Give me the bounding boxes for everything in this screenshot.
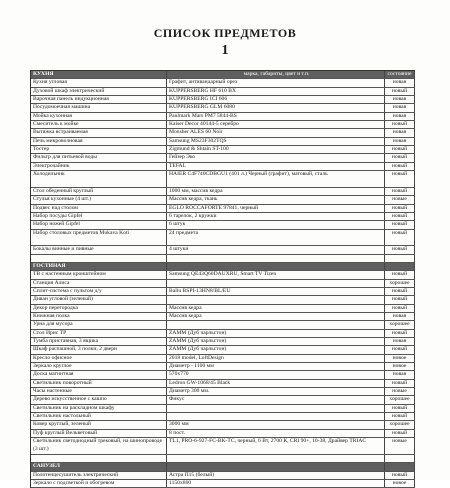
item-desc-cell: 24 предмета [167, 230, 385, 246]
table-row [31, 188, 415, 196]
table-row [31, 96, 415, 104]
item-desc-cell: 2018 model, LoftDesign [167, 355, 385, 362]
item-state-cell: новая [385, 113, 415, 120]
table-row [31, 213, 415, 221]
item-name-cell: Пуф круглый Вельветовый [31, 430, 167, 437]
item-state-cell: новый [385, 121, 415, 128]
table-row [31, 88, 415, 96]
item-name-cell: Набор ножей Gipfel [31, 221, 167, 228]
item-name-cell: Дерево искусственное с кашпо [31, 396, 167, 403]
table-row [31, 146, 415, 154]
item-name-cell: Стулья кухонные (4 шт.) [31, 196, 167, 203]
table-row [31, 280, 415, 288]
item-name-cell: Стол обеденный круглый [31, 188, 167, 195]
item-state-cell: новая [385, 96, 415, 103]
table-row [31, 79, 415, 87]
item-name-cell: Кресло офисное [31, 355, 167, 362]
table-row [31, 196, 415, 204]
item-desc-cell: Диаметр - 1100 мм [167, 363, 385, 370]
table-row [31, 355, 415, 363]
item-desc-cell: Массив кедра [167, 313, 385, 320]
item-desc-cell: марка, габариты, цвет и т.п. [167, 71, 385, 78]
item-name-cell: Зеркало круглое [31, 363, 167, 370]
table-row [31, 230, 415, 247]
item-state-cell: новый [385, 305, 415, 312]
item-name-cell: Светильник поворотный [31, 380, 167, 387]
item-name-cell [31, 255, 167, 262]
table-row [31, 396, 415, 404]
table-row [31, 321, 415, 329]
item-name-cell: ТВ с настенным кронштейном [31, 271, 167, 278]
item-name-cell: Тостер [31, 146, 167, 153]
table-row [31, 338, 415, 346]
item-name-cell: Смеситель к мойке [31, 121, 167, 128]
item-desc-cell: ZAMM (Дуб чарльстон) [167, 338, 385, 345]
item-state-cell: новый [385, 472, 415, 479]
item-desc-cell: TEFAL [167, 163, 385, 170]
item-name-cell: Урна для мусора [31, 321, 167, 328]
item-desc-cell: KUPPERSBERG HF 610 BX [167, 88, 385, 95]
item-desc-cell: Диаметр 300 мм. [167, 388, 385, 395]
item-desc-cell: 570х770 [167, 371, 385, 378]
item-state-cell: новая [385, 79, 415, 86]
table-row [31, 363, 415, 371]
item-name-cell: Диван угловой (зеленый) [31, 296, 167, 303]
table-row [31, 163, 415, 171]
item-name-cell: Духовой шкаф электрический [31, 88, 167, 95]
item-name-cell: Печь микроволновая [31, 138, 167, 145]
item-state-cell: хорошее [385, 280, 415, 287]
item-name-cell: Часы настенные [31, 388, 167, 395]
item-state-cell: новая [385, 313, 415, 320]
table-row [31, 205, 415, 213]
item-desc-cell [167, 296, 385, 303]
item-state-cell: новое [385, 355, 415, 362]
item-state-cell: новый [385, 246, 415, 253]
item-state-cell: новая [385, 104, 415, 111]
table-row [31, 313, 415, 321]
table-row [31, 455, 415, 463]
table-row [31, 104, 415, 112]
item-state-cell: новый [385, 205, 415, 212]
item-desc-cell [167, 263, 385, 270]
section-header-row [31, 263, 415, 271]
table-row [31, 413, 415, 421]
item-state-cell: хорошее [385, 396, 415, 403]
item-desc-cell: Ledron GW-1068/45 Black [167, 380, 385, 387]
item-state-cell: новый [385, 430, 415, 437]
item-name-cell: Фильтр для питьевой воды [31, 154, 167, 161]
item-state-cell: новая [385, 138, 415, 145]
item-desc-cell [167, 405, 385, 412]
table-row [31, 421, 415, 429]
document-title: СПИСОК ПРЕДМЕТОВ [153, 26, 297, 40]
item-name-cell: Варочная панель индукционная [31, 96, 167, 103]
item-state-cell: новый [385, 405, 415, 412]
item-state-cell: новый [385, 230, 415, 246]
item-state-cell: новое [385, 363, 415, 370]
table-row [31, 371, 415, 379]
item-name-cell: Набор столовых предметов Mukava Koti [31, 230, 167, 246]
item-desc-cell: TL1, PRO-6-927-FC-BK-TC, черный, 6 Вт, 2700 К, CRI 90+, 10-38, Драйвер TRIAC [167, 438, 385, 454]
item-name-cell: Бокалы винные и пивные [31, 246, 167, 253]
item-desc-cell: ZAMM (Дуб чарльстон) [167, 346, 385, 353]
item-desc-cell [167, 463, 385, 470]
item-state-cell [385, 263, 415, 270]
item-name-cell: Доска магнитная [31, 371, 167, 378]
page-number: 1 [221, 43, 229, 58]
table-row [31, 255, 415, 263]
item-state-cell: новый [385, 271, 415, 278]
item-desc-cell: Астра П15 (белый) [167, 472, 385, 479]
item-state-cell: хорошее [385, 321, 415, 328]
item-desc-cell: Массив кедра, ткань [167, 196, 385, 203]
table-row [31, 154, 415, 162]
table-row [31, 138, 415, 146]
item-state-cell: новый [385, 296, 415, 303]
item-desc-cell: Paulmark Mars PM7 5844-BS [167, 113, 385, 120]
item-name-cell: Тумба приставная, 3 ящика [31, 338, 167, 345]
item-state-cell: новая [385, 338, 415, 345]
item-desc-cell [167, 455, 385, 462]
item-desc-cell: Массив кедра [167, 305, 385, 312]
items-table [30, 70, 415, 488]
table-row [31, 388, 415, 396]
item-state-cell: новые [385, 438, 415, 454]
item-name-cell: Полотенцесушитель электрический [31, 472, 167, 479]
item-state-cell: новый [385, 146, 415, 153]
item-state-cell: новый [385, 346, 415, 353]
item-state-cell [385, 455, 415, 462]
item-name-cell: Стол Ирис TP [31, 330, 167, 337]
item-desc-cell: Samsung QE43Q60DAUXRU, Smart TV Tizen [167, 271, 385, 278]
item-name-cell: Станция Алиса [31, 280, 167, 287]
item-desc-cell [167, 280, 385, 287]
item-name-cell: САНУЗЕЛ [31, 463, 167, 470]
section-header-row [31, 463, 415, 471]
item-desc-cell: 1150х800 [167, 480, 385, 487]
item-desc-cell: 1000 мм, массив кедра [167, 188, 385, 195]
item-desc-cell: KUPPERSBERG ICI 606 [167, 96, 385, 103]
item-name-cell: Набор посуды Gipfel [31, 213, 167, 220]
item-name-cell: Мойка кухонная [31, 113, 167, 120]
item-name-cell: Холодильник [31, 171, 167, 187]
item-state-cell: новый [385, 171, 415, 187]
section-header-row [31, 71, 415, 79]
item-name-cell: КУХНЯ [31, 71, 167, 78]
item-name-cell: Вытяжка встраиваемая [31, 129, 167, 136]
item-state-cell: новый [385, 288, 415, 295]
table-row [31, 438, 415, 455]
item-state-cell: новые [385, 196, 415, 203]
item-desc-cell: 6 штук [167, 221, 385, 228]
item-state-cell: новые [385, 388, 415, 395]
table-row [31, 121, 415, 129]
item-name-cell: ГОСТИНАЯ [31, 263, 167, 270]
item-name-cell: Ковер круглый, зеленый [31, 421, 167, 428]
item-name-cell: Декор перегородка [31, 305, 167, 312]
item-desc-cell: Kaiser Decor 40144-5 серебро [167, 121, 385, 128]
item-name-cell: Светильник на раскладном шкафу [31, 405, 167, 412]
table-row [31, 171, 415, 188]
item-state-cell: новый [385, 163, 415, 170]
item-name-cell: Шкаф распашной, 3 полки, 2 двери [31, 346, 167, 353]
item-state-cell: новый [385, 380, 415, 387]
item-desc-cell: 8 пост. [167, 430, 385, 437]
item-desc-cell: Гейзер Эко [167, 154, 385, 161]
table-row [31, 330, 415, 338]
table-row [31, 113, 415, 121]
table-row [31, 430, 415, 438]
table-row [31, 346, 415, 354]
item-state-cell: состояние [385, 71, 415, 78]
item-name-cell: Книжная полка [31, 313, 167, 320]
item-desc-cell: EGLO ROCCAFORTE 97841, черный [167, 205, 385, 212]
item-state-cell: новый [385, 154, 415, 161]
item-state-cell: новая [385, 371, 415, 378]
item-state-cell: новый [385, 221, 415, 228]
item-desc-cell: 4 штуки [167, 246, 385, 253]
table-row [31, 296, 415, 304]
item-desc-cell [167, 255, 385, 262]
item-state-cell: новый [385, 88, 415, 95]
item-state-cell: новое [385, 480, 415, 487]
item-state-cell: новый [385, 413, 415, 420]
item-desc-cell: HAIER C4F740CDBGU1 (401 л.) Черный (графит), матовый, сталь [167, 171, 385, 187]
item-desc-cell: Графит, антивандарный орех [167, 79, 385, 86]
item-state-cell: новая [385, 129, 415, 136]
table-row [31, 480, 415, 488]
item-name-cell [31, 455, 167, 462]
item-name-cell: Кухня угловая [31, 79, 167, 86]
item-state-cell [385, 463, 415, 470]
table-row [31, 288, 415, 296]
table-row [31, 472, 415, 480]
item-desc-cell: ZAMM (Дуб чарльстон) [167, 330, 385, 337]
table-row [31, 246, 415, 254]
table-row [31, 271, 415, 279]
table-row [31, 129, 415, 137]
item-name-cell: Зеркало с подсветкой и обогревом [31, 480, 167, 487]
item-desc-cell [167, 413, 385, 420]
table-row [31, 380, 415, 388]
item-desc-cell: 6 тарелок, 2 кружки [167, 213, 385, 220]
item-name-cell: Электрочайник [31, 163, 167, 170]
table-row [31, 305, 415, 313]
item-state-cell: новый [385, 188, 415, 195]
item-desc-cell: Ballu BSPI-13HN8/BL/EU [167, 288, 385, 295]
table-row [31, 221, 415, 229]
item-desc-cell: Фикус [167, 396, 385, 403]
item-desc-cell: Zigmund & Shtain ST-100 [167, 146, 385, 153]
item-name-cell: Посудомоечная машина [31, 104, 167, 111]
item-desc-cell: Monsher ALES 60 Noir [167, 129, 385, 136]
item-name-cell: Подвес над столом [31, 205, 167, 212]
item-name-cell: Сплит-система с пультом д/у [31, 288, 167, 295]
item-name-cell: Светильник настольный [31, 413, 167, 420]
table-row [31, 405, 415, 413]
item-desc-cell: KUPPERSBERG GLM 6080 [167, 104, 385, 111]
item-state-cell: новый [385, 213, 415, 220]
item-state-cell: хорошее [385, 421, 415, 428]
item-state-cell: новый [385, 330, 415, 337]
item-desc-cell [167, 321, 385, 328]
item-desc-cell: Samsung MS23F302TQS [167, 138, 385, 145]
item-name-cell: Светильник светодиодный трековый, на шинопроводе (3 шт.) [31, 438, 167, 454]
item-desc-cell: 3000 мм [167, 421, 385, 428]
item-state-cell [385, 255, 415, 262]
